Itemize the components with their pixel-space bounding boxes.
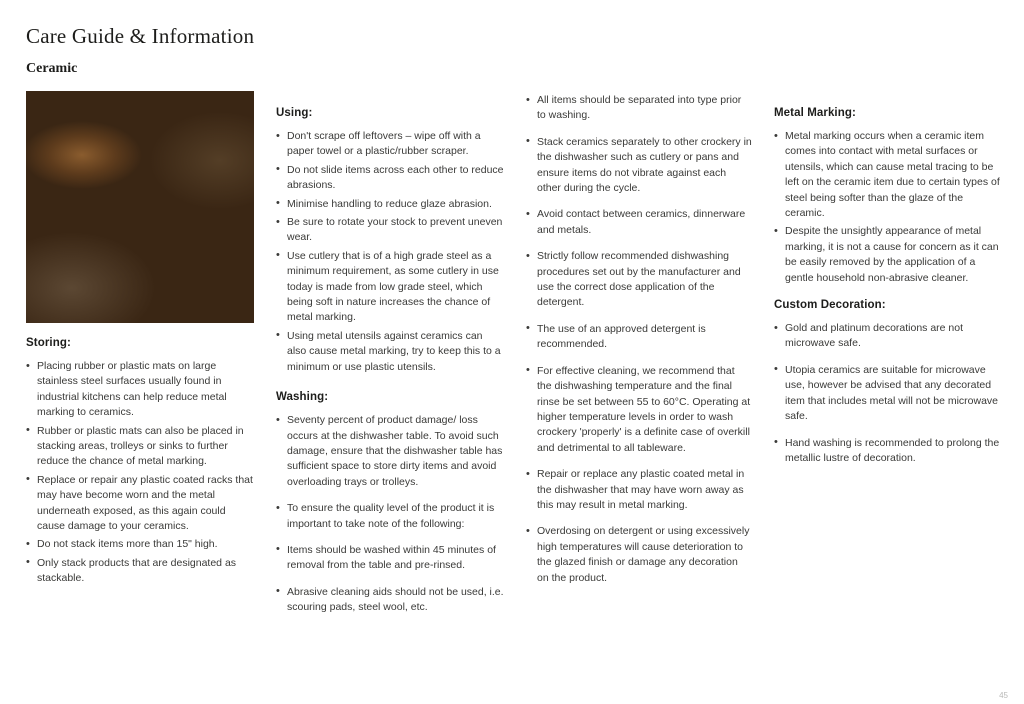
list-item: • Gold and platinum decorations are not microwave safe. — [774, 321, 1002, 352]
ceramic-tableware-photo — [26, 91, 254, 323]
list-item: • Hand washing is recommended to prolong the metallic lustre of decoration. — [774, 436, 1002, 467]
list-item: • Utopia ceramics are suitable for microwave use, however be advised that any decorated item that includes metal will not be microwave safe. — [774, 363, 1002, 425]
column-2 — [276, 91, 504, 627]
section-heading-using: Using: — [276, 107, 313, 119]
list-item: • Don't scrape off leftovers – wipe off with a paper towel or a plastic/rubber scraper. — [276, 129, 504, 160]
column-1 — [26, 91, 254, 590]
list-item: • Only stack products that are designated as stackable. — [26, 556, 254, 587]
content-columns — [26, 91, 998, 627]
list-item: • Abrasive cleaning aids should not be used, i.e. scouring pads, steel wool, etc. — [276, 585, 504, 616]
list-item: • Use cutlery that is of a high grade steel as a minimum requirement, as some cutlery in use today is made from low grade steel, which being soft in nature increases the chance of metal marking. — [276, 249, 504, 326]
list-item: • To ensure the quality level of the product it is important to take note of the following: — [276, 501, 504, 532]
list-item: • Strictly follow recommended dishwashing procedures set out by the manufacturer and use the correct dose application of the detergent. — [526, 249, 752, 311]
photo-sheen — [26, 91, 254, 323]
list-item: • Rubber or plastic mats can also be placed in stacking areas, trolleys or sinks to further reduce the chance of metal marking. — [26, 424, 254, 470]
list-washing — [276, 413, 504, 615]
list-item: • Do not slide items across each other to reduce abrasions. — [276, 163, 504, 194]
column-3 — [526, 91, 752, 597]
list-storing — [26, 359, 254, 587]
list-item: • For effective cleaning, we recommend that the dishwashing temperature and the final rinse be set between 55 to 60°C. Operating at higher temperature levels in order to wash crockery 'properly' is a definite case of overkill and detrimental to all tableware. — [526, 364, 752, 456]
list-item: • Avoid contact between ceramics, dinnerware and metals. — [526, 207, 752, 238]
list-item: • Using metal utensils against ceramics can also cause metal marking, try to keep this to a minimum or use plastic utensils. — [276, 329, 504, 375]
section-heading-storing: Storing: — [26, 337, 71, 349]
list-item: • Do not stack items more than 15" high. — [26, 537, 254, 552]
column-4 — [774, 91, 1002, 477]
list-item: • Placing rubber or plastic mats on large stainless steel surfaces usually found in industrial kitchens can help reduce metal marking to ceramics. — [26, 359, 254, 421]
list-item: • Stack ceramics separately to other crockery in the dishwasher such as cutlery or pans and ensure items do not vibrate against each other during the cycle. — [526, 135, 752, 197]
page-subtitle: Ceramic — [26, 61, 78, 76]
list-metal-marking — [774, 129, 1002, 286]
list-item: • Seventy percent of product damage/ loss occurs at the dishwasher table. To avoid such damage, ensure that the dishwasher table has sufficient space to store dirty items and avoid overloading trays or trolleys. — [276, 413, 504, 490]
list-custom-decoration — [774, 321, 1002, 466]
section-heading-metal-marking: Metal Marking: — [774, 107, 856, 119]
list-using — [276, 129, 504, 375]
list-item: • Overdosing on detergent or using excessively high temperatures will cause deterioration to the glazed finish or damage any decoration on the product. — [526, 524, 752, 586]
list-item: • Repair or replace any plastic coated metal in the dishwasher that may have worn away as this may result in metal marking. — [526, 467, 752, 513]
section-heading-custom-decoration: Custom Decoration: — [774, 299, 886, 312]
list-item: • Despite the unsightly appearance of metal marking, it is not a cause for concern as it can be easily removed by the application of a gentle household non-abrasive cleaner. — [774, 224, 1002, 286]
list-item: • The use of an approved detergent is recommended. — [526, 322, 752, 353]
page-title: Care Guide & Information — [26, 24, 255, 48]
list-item: • Minimise handling to reduce glaze abrasion. — [276, 197, 504, 212]
section-heading-washing: Washing: — [276, 391, 329, 404]
list-item: • Metal marking occurs when a ceramic item comes into contact with metal surfaces or utensils, which can cause metal tracing to be left on the ceramic item due to certain types of steel being softer than the glaze of the ceramic. — [774, 129, 1002, 221]
list-washing-continued — [526, 93, 752, 586]
list-item: • Items should be washed within 45 minutes of removal from the table and pre-rinsed. — [276, 543, 504, 574]
list-item: • All items should be separated into type prior to washing. — [526, 93, 752, 124]
list-item: • Be sure to rotate your stock to prevent uneven wear. — [276, 215, 504, 246]
page-number: 45 — [999, 691, 1008, 700]
list-item: • Replace or repair any plastic coated racks that may have become worn and the metal underneath exposed, as this again could cause damage to your ceramics. — [26, 473, 254, 535]
